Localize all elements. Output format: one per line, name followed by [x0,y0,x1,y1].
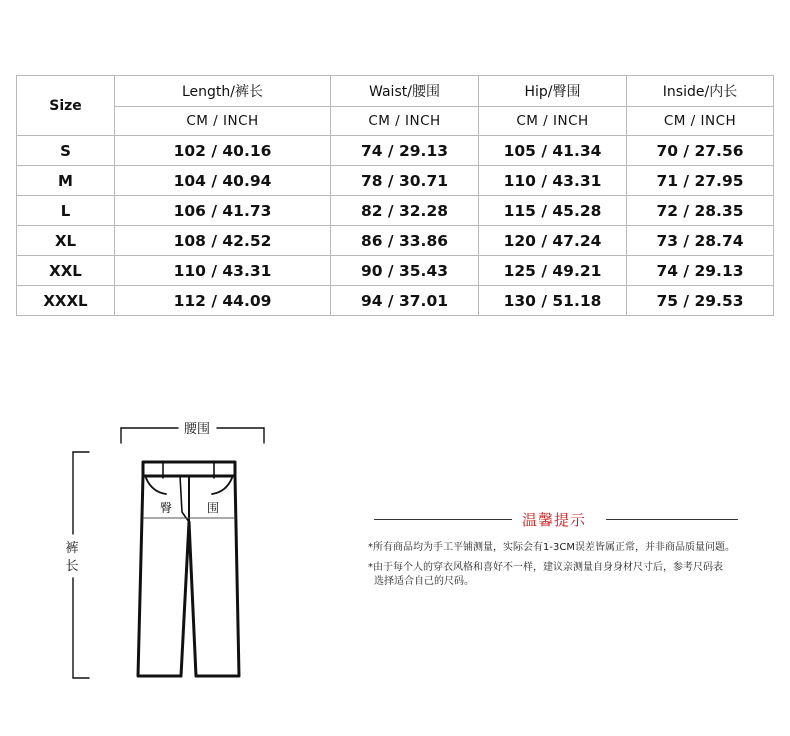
waist-label: 腰围 [181,422,213,438]
unit-header-length: CM / INCH [115,107,331,136]
length-cell: 108 / 42.52 [115,226,331,256]
size-cell: L [17,196,115,226]
hip-cell: 125 / 49.21 [479,256,627,286]
unit-header-hip: CM / INCH [479,107,627,136]
tip-text: *所有商品均为手工平铺测量，实际会有1-3CM误差皆属正常，并非商品质量问题。 [368,542,735,553]
inside-cell: 71 / 27.95 [627,166,774,196]
hip-cell: 120 / 47.24 [479,226,627,256]
tips-title: 温馨提示 [516,509,592,530]
length-cell: 102 / 40.16 [115,136,331,166]
length-label: 裤长 [65,541,79,574]
column-header-waist: Waist/腰围 [331,76,479,107]
length-cell: 112 / 44.09 [115,286,331,316]
waist-cell: 90 / 35.43 [331,256,479,286]
size-cell: XL [17,226,115,256]
hip-cell: 130 / 51.18 [479,286,627,316]
tip-text-continued: 选择适合自己的尺码。 [374,576,474,587]
length-cell: 106 / 41.73 [115,196,331,226]
inside-cell: 75 / 29.53 [627,286,774,316]
inside-cell: 73 / 28.74 [627,226,774,256]
column-header-hip: Hip/臀围 [479,76,627,107]
waist-cell: 78 / 30.71 [331,166,479,196]
tips-divider-right [606,519,738,520]
size-column-header: Size [17,76,115,136]
hip-cell: 110 / 43.31 [479,166,627,196]
length-cell: 104 / 40.94 [115,166,331,196]
tip-text: *由于每个人的穿衣风格和喜好不一样，建议亲测量自身身材尺寸后，参考尺码表 [368,562,723,573]
hip-label-right: 围 [207,501,220,515]
pants-shape [138,462,239,676]
size-cell: XXXL [17,286,115,316]
tips-divider-left [374,519,512,520]
waist-cell: 94 / 37.01 [331,286,479,316]
waist-cell: 74 / 29.13 [331,136,479,166]
column-header-length: Length/裤长 [115,76,331,107]
unit-header-waist: CM / INCH [331,107,479,136]
inside-cell: 74 / 29.13 [627,256,774,286]
unit-header-inside: CM / INCH [627,107,774,136]
waist-cell: 86 / 33.86 [331,226,479,256]
length-cell: 110 / 43.31 [115,256,331,286]
size-cell: S [17,136,115,166]
hip-cell: 105 / 41.34 [479,136,627,166]
size-cell: XXL [17,256,115,286]
inside-cell: 72 / 28.35 [627,196,774,226]
hip-label-left: 臀 [160,501,173,515]
column-header-inside: Inside/内长 [627,76,774,107]
size-cell: M [17,166,115,196]
waist-cell: 82 / 32.28 [331,196,479,226]
hip-cell: 115 / 45.28 [479,196,627,226]
inside-cell: 70 / 27.56 [627,136,774,166]
